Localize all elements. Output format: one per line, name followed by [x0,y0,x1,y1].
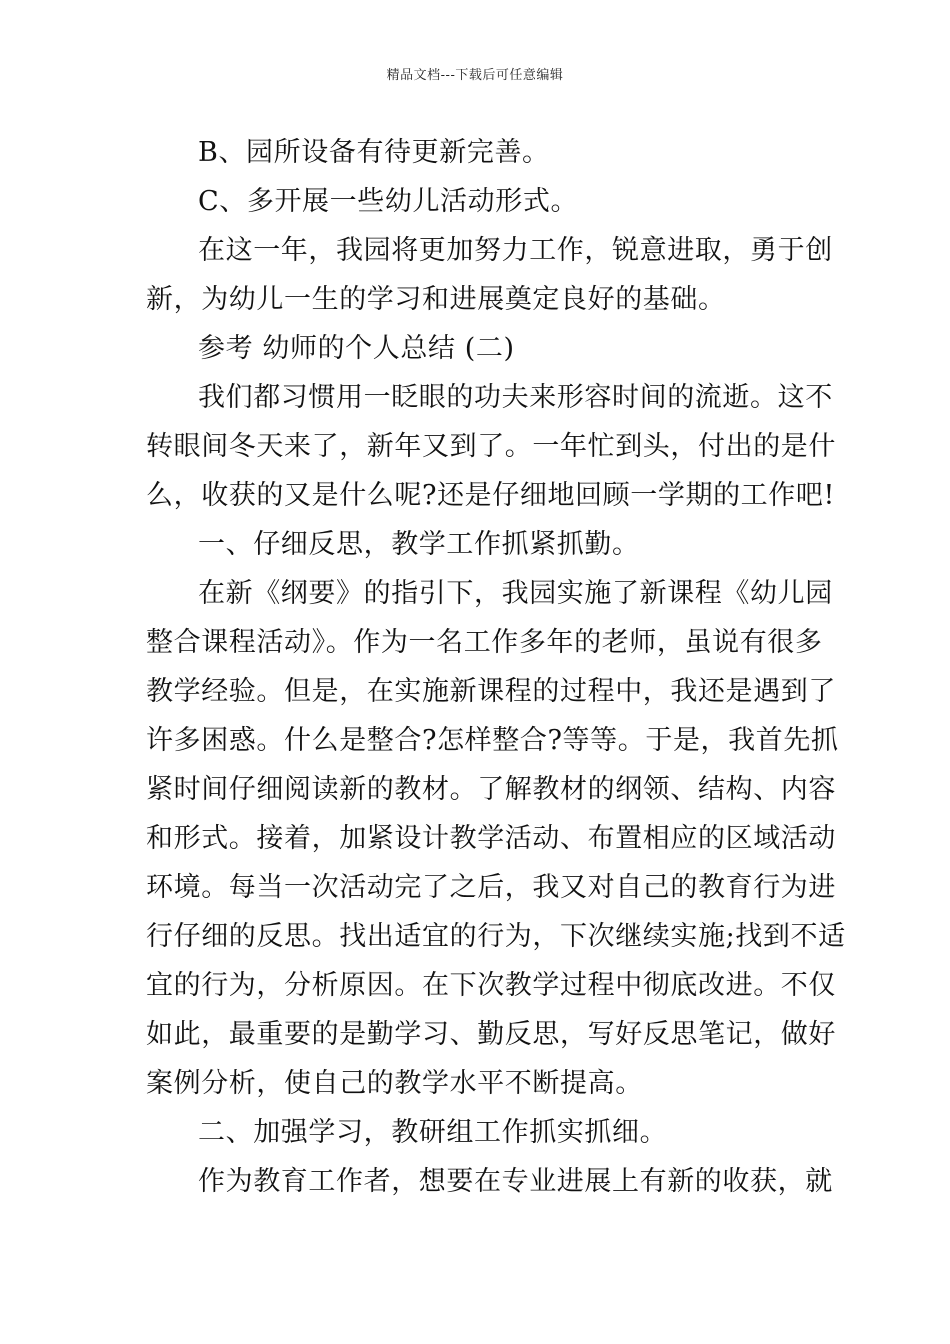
text-line: 教学经验。但是，在实施新课程的过程中，我还是遇到了 [146,676,836,707]
section-heading: 二、加强学习，教研组工作抓实抓细。 [198,1117,668,1148]
text-line: 如此，最重要的是勤学习、勤反思，写好反思笔记，做好 [146,1019,836,1050]
page-header: 精品文档---下载后可任意编辑 [386,68,564,83]
text-line: 行仔细的反思。找出适宜的行为，下次继续实施;找到不适 [146,921,846,952]
section-heading: 一、仔细反思，教学工作抓紧抓勤。 [198,529,640,560]
document-body [146,128,846,1206]
text-line: 作为教育工作者，想要在专业进展上有新的收获，就 [198,1166,833,1197]
text-line: 转眼间冬天来了，新年又到了。一年忙到头，付出的是什 [146,431,836,462]
text-line: C、多开展一些幼儿活动形式。 [198,186,579,217]
text-line: B、园所设备有待更新完善。 [198,137,550,168]
text-line: 案例分析，使自己的教学水平不断提高。 [146,1068,643,1099]
text-line: 我们都习惯用一眨眼的功夫来形容时间的流逝。这不 [198,382,833,413]
text-line: 整合课程活动》。作为一名工作多年的老师，虽说有很多 [146,627,823,658]
text-line: 紧时间仔细阅读新的教材。了解教材的纲领、结构、内容 [146,774,836,805]
text-line: 许多困惑。什么是整合?怎样整合?等等。于是，我首先抓 [146,725,839,756]
text-line: 和形式。接着，加紧设计教学活动、布置相应的区域活动 [146,823,836,854]
section-title: 参考 幼师的个人总结 (二) [198,333,515,364]
text-line: 在这一年，我园将更加努力工作，锐意进取，勇于创 [198,235,833,266]
text-line: 在新《纲要》的指引下，我园实施了新课程《幼儿园 [198,578,833,609]
text-line: 么，收获的又是什么呢?还是仔细地回顾一学期的工作吧! [146,480,835,511]
text-line: 环境。每当一次活动完了之后，我又对自己的教育行为进 [146,872,836,903]
text-line: 宜的行为，分析原因。在下次教学过程中彻底改进。不仅 [146,970,836,1001]
text-line: 新，为幼儿一生的学习和进展奠定良好的基础。 [146,284,726,315]
